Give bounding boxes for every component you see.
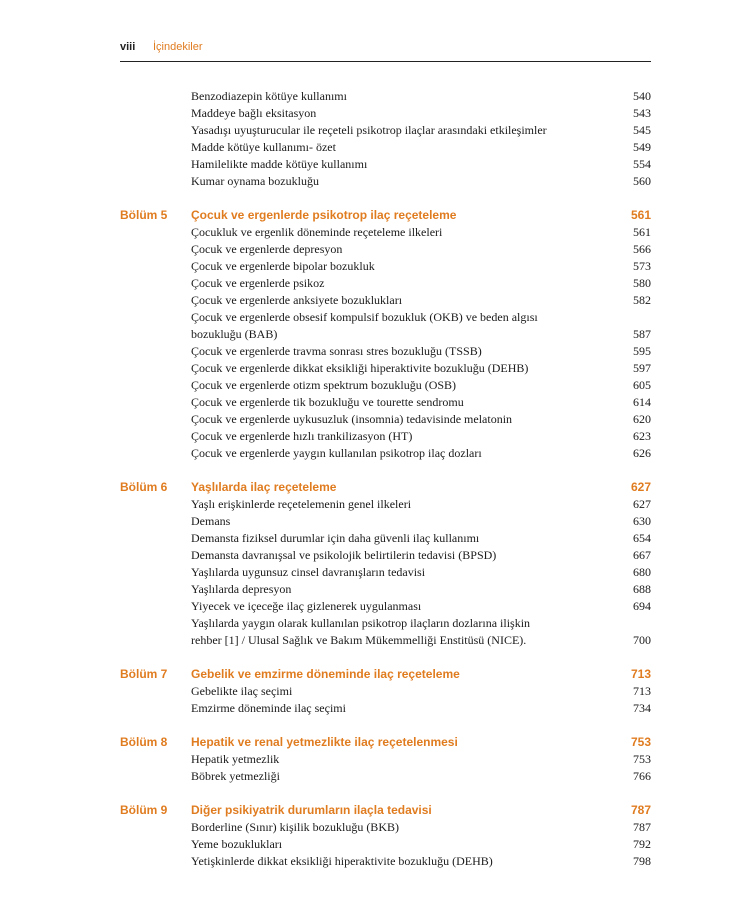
entry-title: Çocuk ve ergenlerde obsesif kompulsif bozukluk (OKB) ve beden algısı xyxy=(191,310,538,324)
toc-entry[interactable] xyxy=(191,428,651,444)
entry-page: 688 xyxy=(633,582,651,596)
toc-entry[interactable] xyxy=(191,598,651,614)
toc-entry[interactable] xyxy=(191,768,651,784)
chapter-label: Bölüm 6 xyxy=(120,480,168,494)
entry-page: 626 xyxy=(633,446,651,460)
chapter-page: 627 xyxy=(630,480,651,494)
toc-entry[interactable] xyxy=(191,224,651,240)
entry-page: 587 xyxy=(633,327,651,341)
chapter-heading[interactable] xyxy=(120,733,651,751)
toc-entry[interactable] xyxy=(191,292,651,308)
entry-title: Yaşlılarda yaygın olarak kullanılan psikotrop ilaçların dozlarına ilişkin xyxy=(191,616,531,630)
entry-page: 630 xyxy=(633,514,651,528)
toc-entry[interactable] xyxy=(191,326,651,342)
chapter-label: Bölüm 9 xyxy=(120,803,168,817)
toc-entry[interactable] xyxy=(191,275,651,291)
entry-title: Hepatik yetmezlik xyxy=(191,752,280,766)
chapter-page: 787 xyxy=(630,803,651,817)
entry-title: Çocuk ve ergenlerde otizm spektrum bozukluğu (OSB) xyxy=(191,378,457,392)
entry-title: Yaşlılarda depresyon xyxy=(191,582,292,596)
entry-page: 627 xyxy=(633,497,651,511)
toc-entry[interactable] xyxy=(191,513,651,529)
toc-entry[interactable] xyxy=(191,105,651,121)
toc-entry[interactable] xyxy=(191,309,651,325)
chapter-heading[interactable] xyxy=(120,665,651,683)
chapter-title: Yaşlılarda ilaç reçeteleme xyxy=(191,480,337,494)
entry-page: 798 xyxy=(633,854,651,868)
entry-title: Gebelikte ilaç seçimi xyxy=(191,684,293,698)
toc-entry[interactable] xyxy=(191,241,651,257)
entry-title: Çocuk ve ergenlerde anksiyete bozuklukları xyxy=(191,293,403,307)
entry-page: 582 xyxy=(633,293,651,307)
entry-page: 713 xyxy=(633,684,651,698)
toc-entry[interactable] xyxy=(191,683,651,699)
entry-title: Çocukluk ve ergenlik döneminde reçeteleme ilkeleri xyxy=(191,225,443,239)
chapter-label: Bölüm 7 xyxy=(120,667,168,681)
toc-entry[interactable] xyxy=(191,343,651,359)
entry-title: Maddeye bağlı eksitasyon xyxy=(191,106,317,120)
entry-page: 614 xyxy=(633,395,651,409)
chapter-title: Gebelik ve emzirme döneminde ilaç reçeteleme xyxy=(191,667,460,681)
page-number: viii xyxy=(120,41,136,53)
entry-title: bozukluğu (BAB) xyxy=(191,327,278,341)
toc-entry[interactable] xyxy=(191,360,651,376)
running-header xyxy=(120,41,651,62)
entry-page: 792 xyxy=(633,837,651,851)
toc-entry[interactable] xyxy=(191,615,651,631)
toc-entry[interactable] xyxy=(191,139,651,155)
toc-entry[interactable] xyxy=(191,751,651,767)
entry-title: Emzirme döneminde ilaç seçimi xyxy=(191,701,346,715)
toc-entry[interactable] xyxy=(191,122,651,138)
toc-entry[interactable] xyxy=(191,445,651,461)
entry-page: 734 xyxy=(633,701,651,715)
toc-entry[interactable] xyxy=(191,547,651,563)
chapter-heading[interactable] xyxy=(120,801,651,819)
entry-title: Demansta davranışsal ve psikolojik belirtilerin tedavisi (BPSD) xyxy=(191,548,497,562)
chapter-heading[interactable] xyxy=(120,478,651,496)
entry-page: 605 xyxy=(633,378,651,392)
entry-page: 654 xyxy=(633,531,651,545)
entry-page: 545 xyxy=(633,123,651,137)
entry-title: Kumar oynama bozukluğu xyxy=(191,174,319,188)
toc-entry[interactable] xyxy=(191,581,651,597)
toc-entry[interactable] xyxy=(191,88,651,104)
entry-page: 667 xyxy=(633,548,651,562)
entry-title: Çocuk ve ergenlerde yaygın kullanılan psikotrop ilaç dozları xyxy=(191,446,482,460)
chapter-title: Hepatik ve renal yetmezlikte ilaç reçetelenmesi xyxy=(191,735,458,749)
entry-page: 700 xyxy=(633,633,651,647)
entry-page: 753 xyxy=(633,752,651,766)
entry-page: 766 xyxy=(633,769,651,783)
toc-entry[interactable] xyxy=(191,258,651,274)
entry-page: 549 xyxy=(633,140,651,154)
entry-page: 561 xyxy=(633,225,651,239)
toc-entry[interactable] xyxy=(191,530,651,546)
toc-entry[interactable] xyxy=(191,632,651,648)
entry-page: 595 xyxy=(633,344,651,358)
entry-title: Yiyecek ve içeceğe ilaç gizlenerek uygulanması xyxy=(191,599,422,613)
entry-page: 560 xyxy=(633,174,651,188)
chapter-page: 713 xyxy=(630,667,651,681)
entry-title: Madde kötüye kullanımı- özet xyxy=(191,140,336,154)
chapter-page: 561 xyxy=(630,208,651,222)
toc-entry[interactable] xyxy=(191,394,651,410)
chapter-heading[interactable] xyxy=(120,206,651,224)
entry-title: rehber [1] / Ulusal Sağlık ve Bakım Mükemmelliği Enstitüsü (NICE). xyxy=(191,633,527,647)
entry-title: Demans xyxy=(191,514,231,528)
entry-title: Çocuk ve ergenlerde bipolar bozukluk xyxy=(191,259,375,273)
toc-entry[interactable] xyxy=(191,853,651,869)
toc-entry[interactable] xyxy=(191,700,651,716)
entry-title: Hamilelikte madde kötüye kullanımı xyxy=(191,157,368,171)
entry-page: 554 xyxy=(633,157,651,171)
entry-title: Benzodiazepin kötüye kullanımı xyxy=(191,89,347,103)
entry-page: 597 xyxy=(633,361,651,375)
entry-page: 540 xyxy=(633,89,651,103)
entry-title: Çocuk ve ergenlerde depresyon xyxy=(191,242,343,256)
entry-title: Çocuk ve ergenlerde uykusuzluk (insomnia) tedavisinde melatonin xyxy=(191,412,513,426)
entry-title: Borderline (Sınır) kişilik bozukluğu (BKB) xyxy=(191,820,399,834)
chapter-title: Çocuk ve ergenlerde psikotrop ilaç reçeteleme xyxy=(191,208,457,222)
entry-title: Demansta fiziksel durumlar için daha güvenli ilaç kullanımı xyxy=(191,531,480,545)
entry-page: 680 xyxy=(633,565,651,579)
toc-entry[interactable] xyxy=(191,496,651,512)
entry-title: Çocuk ve ergenlerde psikoz xyxy=(191,276,325,290)
chapter-title: Diğer psikiyatrik durumların ilaçla tedavisi xyxy=(191,803,432,817)
entry-title: Yetişkinlerde dikkat eksikliği hiperaktivite bozukluğu (DEHB) xyxy=(191,854,493,868)
entry-title: Çocuk ve ergenlerde travma sonrası stres bozukluğu (TSSB) xyxy=(191,344,482,358)
toc-entry[interactable] xyxy=(191,819,651,835)
chapter-page: 753 xyxy=(630,735,651,749)
toc-entry[interactable] xyxy=(191,173,651,189)
entry-title: Çocuk ve ergenlerde hızlı trankilizasyon (HT) xyxy=(191,429,413,443)
entry-page: 620 xyxy=(633,412,651,426)
toc-entry[interactable] xyxy=(191,836,651,852)
toc-entry[interactable] xyxy=(191,564,651,580)
toc-entry[interactable] xyxy=(191,411,651,427)
entry-title: Yeme bozuklukları xyxy=(191,837,283,851)
entry-page: 580 xyxy=(633,276,651,290)
entry-page: 694 xyxy=(633,599,651,613)
entry-page: 566 xyxy=(633,242,651,256)
entry-title: Çocuk ve ergenlerde tik bozukluğu ve tourette sendromu xyxy=(191,395,464,409)
entry-title: Yasadışı uyuşturucular ile reçeteli psikotrop ilaçlar arasındaki etkileşimler xyxy=(191,123,547,137)
entry-title: Böbrek yetmezliği xyxy=(191,769,280,783)
chapter-label: Bölüm 5 xyxy=(120,208,168,222)
entry-page: 787 xyxy=(633,820,651,834)
entry-title: Yaşlılarda uygunsuz cinsel davranışların tedavisi xyxy=(191,565,426,579)
entry-page: 543 xyxy=(633,106,651,120)
entry-title: Yaşlı erişkinlerde reçetelemenin genel ilkeleri xyxy=(191,497,412,511)
entry-title: Çocuk ve ergenlerde dikkat eksikliği hiperaktivite bozukluğu (DEHB) xyxy=(191,361,529,375)
toc-entry[interactable] xyxy=(191,377,651,393)
entry-page: 573 xyxy=(633,259,651,273)
chapter-label: Bölüm 8 xyxy=(120,735,168,749)
entry-page: 623 xyxy=(633,429,651,443)
running-title: İçindekiler xyxy=(153,41,203,53)
toc-entry[interactable] xyxy=(191,156,651,172)
